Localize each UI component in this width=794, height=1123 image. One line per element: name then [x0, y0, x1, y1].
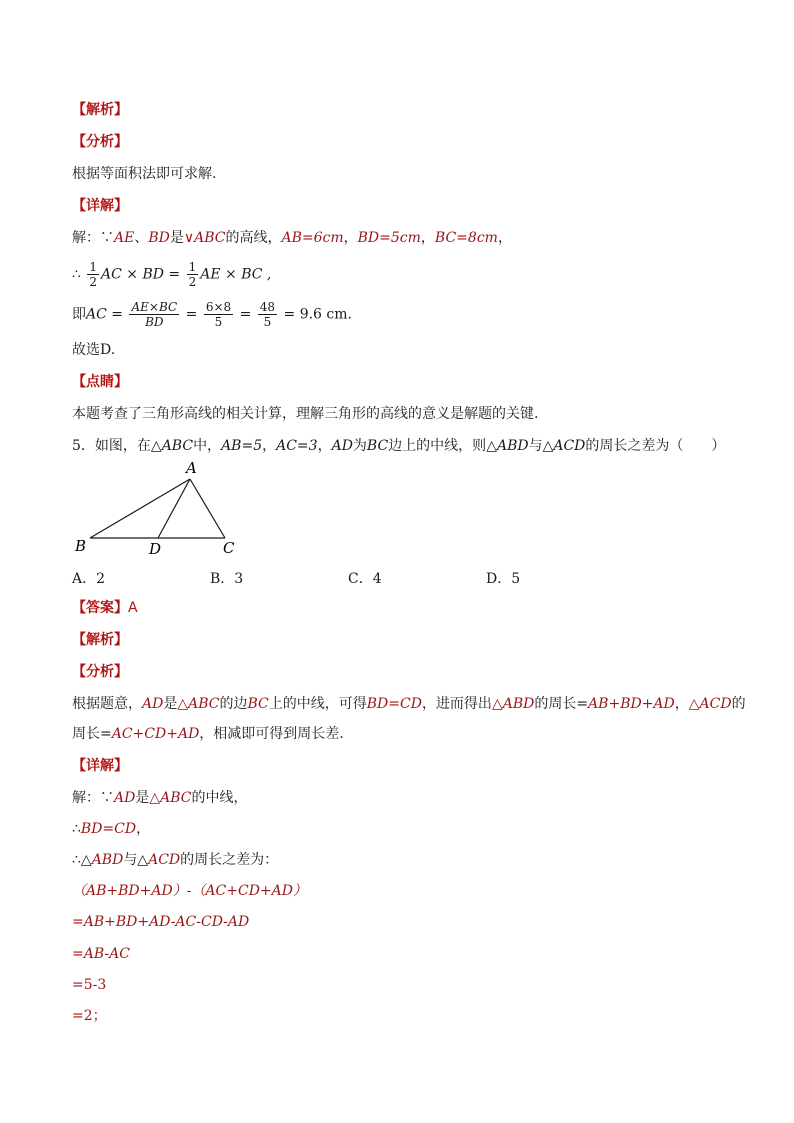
section-fenxi: 【分析】: [72, 134, 128, 150]
section-xiangjie-2: 【详解】: [72, 758, 128, 774]
label-d: D: [149, 540, 162, 558]
fraction-half: $\frac{1}{2}$: [89, 260, 98, 289]
detail-step-6: =AB-AC: [72, 946, 130, 962]
section-jiexi: 【解析】: [72, 102, 128, 118]
detail-step-2: ∴BD=CD，: [72, 821, 151, 837]
detail-equation-2: 即AC = $\frac{AE\times BC}{BD}$ = $\frac{6\times 8}{5}$ = $\frac{48}{5}$ = 9.6 cm.: [72, 300, 352, 329]
section-fenxi-2: 【分析】: [72, 664, 128, 680]
detail-step-3: ∴△ABD与△ACD的周长之差为：: [72, 852, 279, 868]
detail-step-7: =5-3: [72, 977, 107, 993]
fraction-half: $\frac{1}{2}$: [188, 260, 197, 289]
side-ac: [190, 479, 225, 538]
section-xiangjie: 【详解】: [72, 198, 128, 214]
question-5-stem: 5．如图，在△ABC中，AB=5，AC=3，AD为BC边上的中线，则△ABD与△ACD的周长之差为（ ）: [72, 438, 726, 454]
detail-step-8: =2；: [72, 1008, 107, 1024]
option-c: C．4: [348, 571, 382, 587]
detail-equation-1: ∴ $\frac{1}{2}$ AC × BD = $\frac{1}{2}$ AE × BC ,: [72, 260, 272, 289]
analysis-text: 根据等面积法即可求解.: [72, 166, 217, 182]
analysis-line-2: 周长=AC+CD+AD，相减即可得到周长差.: [72, 726, 344, 742]
label-c: C: [223, 539, 235, 557]
comment-text: 本题考查了三角形高线的相关计算，理解三角形的高线的意义是解题的关键.: [72, 406, 539, 422]
label-b: B: [75, 537, 87, 555]
option-a: A．2: [72, 571, 106, 587]
label-a: A: [186, 459, 197, 477]
detail-line-1: 解：∵AE、BD是∨ABC的高线，AB=6cm，BD=5cm，BC=8cm，: [72, 230, 512, 246]
detail-step-5: =AB+BD+AD-AC-CD-AD: [72, 914, 250, 930]
detail-step-1: 解：∵AD是△ABC的中线，: [72, 790, 248, 806]
section-jiexi-2: 【解析】: [72, 632, 128, 648]
side-ba: [90, 479, 190, 538]
fraction-ae-bc: $\frac{AE\times BC}{BD}$: [131, 300, 178, 329]
choose-answer: 故选D.: [72, 342, 116, 358]
option-d: D．5: [486, 571, 521, 587]
fraction-6x8: $\frac{6\times 8}{5}$: [205, 300, 232, 329]
section-dianjing: 【点睛】: [72, 374, 128, 390]
triangle-figure: [70, 455, 250, 560]
analysis-line-1: 根据题意，AD是△ABC的边BC上的中线，可得BD=CD，进而得出△ABD的周长=AB+BD+AD，△ACD的: [72, 696, 746, 712]
fraction-48: $\frac{48}{5}$: [259, 300, 276, 329]
answer-line: 【答案】A: [72, 600, 138, 616]
detail-step-4: （AB+BD+AD）-（AC+CD+AD）: [72, 883, 307, 899]
option-b: B．3: [210, 571, 244, 587]
